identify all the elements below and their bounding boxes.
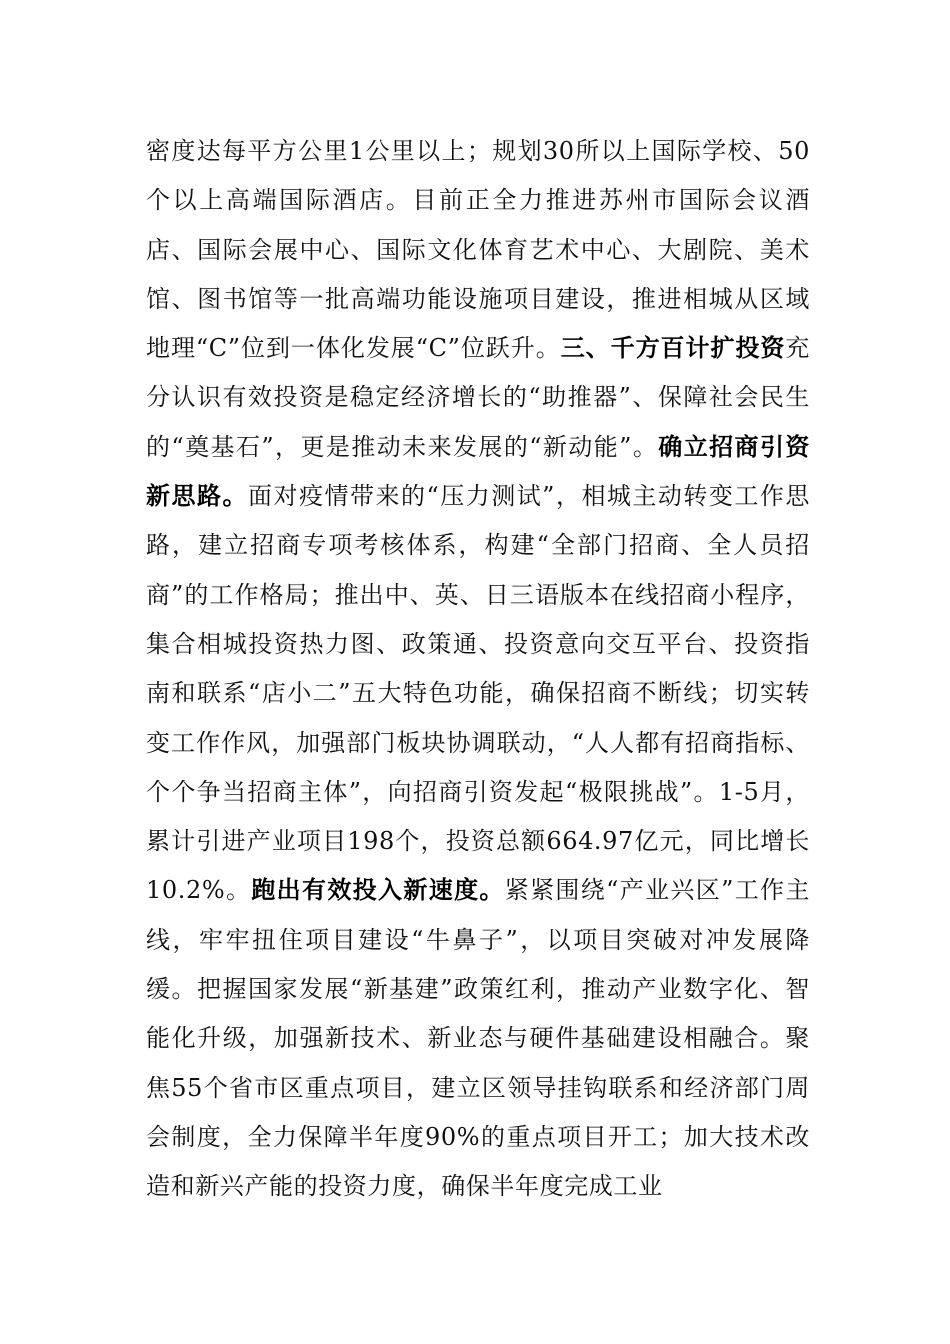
text-segment: 面对疫情带来的“压力测试”，相城主动转变工作思路，建立招商专项考核体系，构建“全部门招商、全人员招商”的工作格局；推出中、英、日三语版本在线招商小程序，集合相城投资热力图、政策通、投资意向交互平台、投资指南和联系“店小二”五大特色功能，确保招商不断线；切实转变工作作风，加强部门板块协调联动，“人人都有招商指标、个个争当招商主体”，向招商引资发起“极限挑战”。1-5月，累计引进产业项目198个，投资总额664.97亿元，同比增长10.2%。 (146, 482, 810, 905)
text-segment: 紧紧围绕“产业兴区”工作主线，牢牢扭住项目建设“牛鼻子”，以项目突破对冲发展降缓。把握国家发展“新基建”政策红利，推动产业数字化、智能化升级，加强新技术、新业态与硬件基础建设相融合。聚焦55个省市区重点项目，建立区领导挂钩联系和经济部门周会制度，全力保障半年度90%的重点项目开工；加大技术改造和新兴产能的投资力度，确保半年度完成工业 (146, 876, 810, 1201)
text-segment: 充分认识有效投资是稳定经济增长的“助推器”、保障社会民生的“奠基石”，更是推动未来发展的“新动能”。 (146, 334, 810, 461)
section-heading: 三、千方百计扩投资 (560, 334, 786, 363)
text-segment: 密度达每平方公里1公里以上；规划30所以上国际学校、50个以上高端国际酒店。目前正全力推进苏州市国际会议酒店、国际会展中心、国际文化体育艺术中心、大剧院、美术馆、图书馆等一批高端功能设施项目建设，推进相城从区域地理“C”位到一体化发展“C”位跃升。 (146, 137, 810, 363)
subsection-heading: 确立招商引资新思路。 (146, 432, 810, 511)
body-paragraph (146, 127, 810, 1212)
subsection-heading: 跑出有效投入新速度。 (251, 876, 505, 905)
